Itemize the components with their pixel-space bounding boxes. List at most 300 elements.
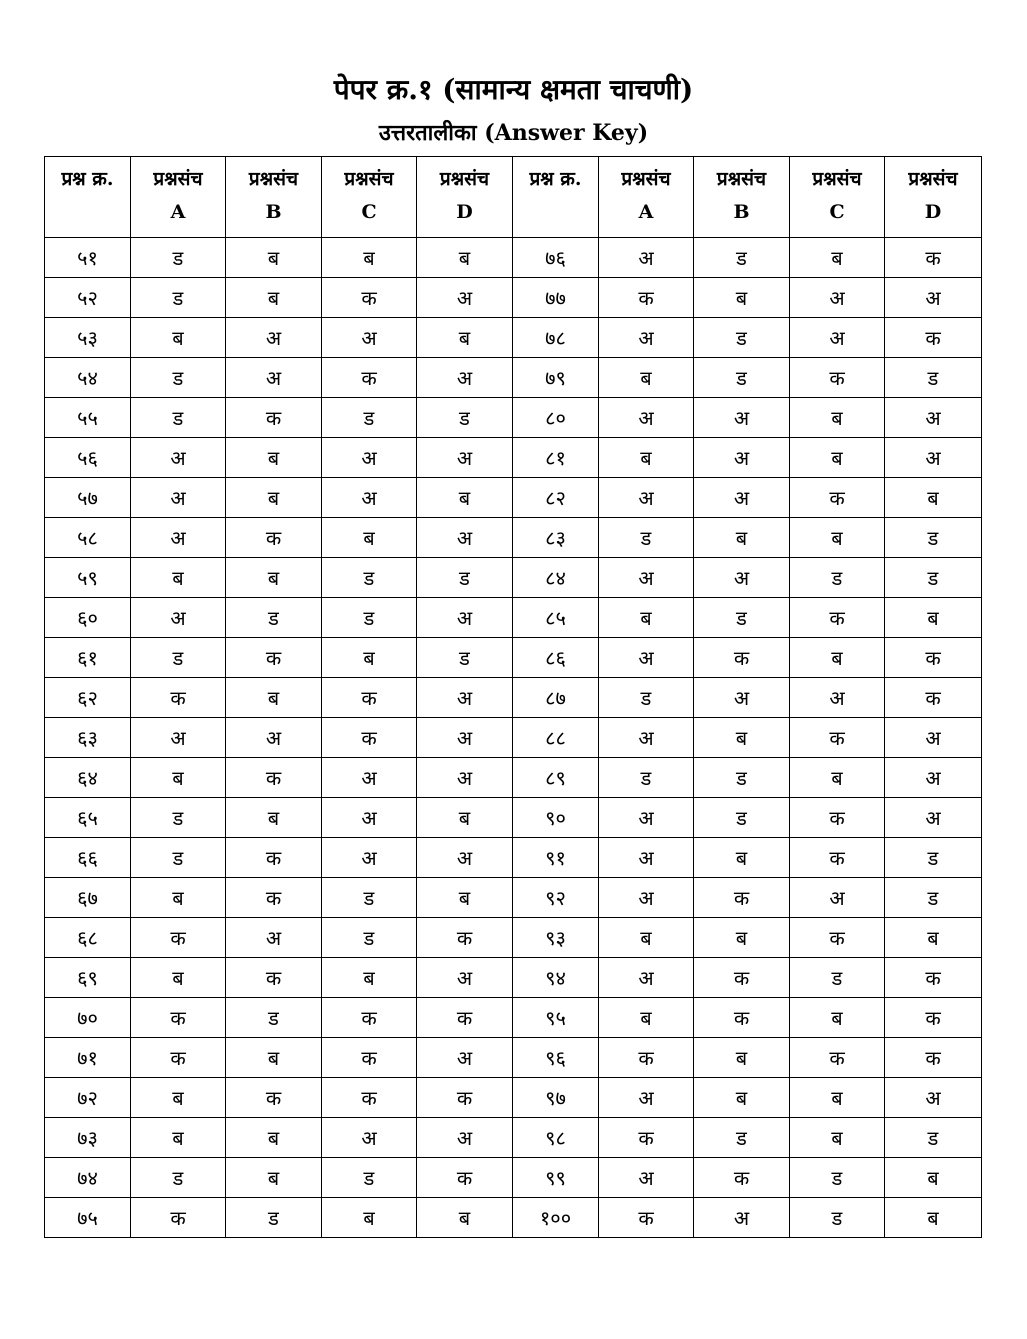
answer-cell: अ [417, 358, 513, 398]
answer-cell: क [790, 798, 885, 838]
column-header [885, 157, 982, 238]
answer-cell: अ [417, 1038, 513, 1078]
answer-cell: अ [694, 558, 790, 598]
answer-cell: ब [417, 1198, 513, 1238]
answer-cell: ब [131, 878, 226, 918]
answer-cell: क [790, 358, 885, 398]
answer-cell: ड [790, 958, 885, 998]
answer-cell: ब [790, 238, 885, 278]
answer-cell: ड [131, 638, 226, 678]
column-header [599, 157, 694, 238]
question-number-cell: ७८ [513, 318, 599, 358]
table-row [45, 958, 982, 998]
answer-cell: अ [226, 718, 322, 758]
question-number-cell: ७१ [45, 1038, 131, 1078]
answer-cell: अ [322, 798, 417, 838]
answer-cell: ब [885, 478, 982, 518]
column-header-label: प्रश्नसंच [716, 168, 767, 190]
table-row [45, 678, 982, 718]
table-row [45, 518, 982, 558]
answer-cell: क [885, 998, 982, 1038]
answer-cell: ब [885, 598, 982, 638]
answer-cell: क [417, 1078, 513, 1118]
question-number-cell: ७९ [513, 358, 599, 398]
answer-cell: अ [417, 518, 513, 558]
question-number-cell: ९३ [513, 918, 599, 958]
answer-cell: अ [131, 598, 226, 638]
answer-cell: क [322, 358, 417, 398]
answer-cell: क [885, 678, 982, 718]
answer-cell: अ [417, 838, 513, 878]
question-number-cell: ५३ [45, 318, 131, 358]
answer-cell: ब [885, 1198, 982, 1238]
column-header-label: प्रश्नसंच [908, 168, 958, 190]
answer-cell: अ [322, 438, 417, 478]
answer-cell: अ [226, 918, 322, 958]
answer-cell: क [599, 1118, 694, 1158]
question-number-cell: ८९ [513, 758, 599, 798]
answer-cell: क [226, 518, 322, 558]
answer-cell: ड [885, 878, 982, 918]
table-row [45, 558, 982, 598]
answer-cell: अ [599, 958, 694, 998]
answer-cell: ब [322, 638, 417, 678]
answer-cell: ड [694, 1118, 790, 1158]
answer-cell: अ [417, 958, 513, 998]
answer-cell: ड [131, 358, 226, 398]
answer-cell: क [226, 838, 322, 878]
column-header [226, 157, 322, 238]
page-title: पेपर क्र.१ (सामान्य क्षमता चाचणी) [333, 73, 694, 106]
question-number-cell: ५४ [45, 358, 131, 398]
question-number-cell: ९० [513, 798, 599, 838]
answer-cell: ब [131, 958, 226, 998]
question-number-cell: ६७ [45, 878, 131, 918]
answer-cell: ब [694, 918, 790, 958]
answer-cell: क [694, 958, 790, 998]
answer-cell: क [885, 318, 982, 358]
question-number-cell: ७२ [45, 1078, 131, 1118]
answer-cell: ड [790, 558, 885, 598]
answer-cell: क [131, 678, 226, 718]
answer-cell: अ [599, 838, 694, 878]
table-row [45, 478, 982, 518]
answer-cell: ब [322, 518, 417, 558]
column-header [417, 157, 513, 238]
answer-cell: ड [417, 638, 513, 678]
answer-cell: क [694, 878, 790, 918]
table-row [45, 1038, 982, 1078]
answer-cell: अ [885, 438, 982, 478]
question-number-cell: ८४ [513, 558, 599, 598]
answer-cell: क [226, 398, 322, 438]
question-number-cell: ७५ [45, 1198, 131, 1238]
question-number-cell: ५१ [45, 238, 131, 278]
column-header [45, 157, 131, 238]
answer-cell: क [599, 1038, 694, 1078]
answer-cell: ब [885, 1158, 982, 1198]
answer-cell: ब [226, 1158, 322, 1198]
answer-cell: अ [322, 318, 417, 358]
answer-cell: क [694, 1158, 790, 1198]
answer-cell: अ [599, 638, 694, 678]
question-number-cell: ६३ [45, 718, 131, 758]
answer-cell: ब [322, 238, 417, 278]
answer-cell: ड [885, 558, 982, 598]
column-header-set: B [733, 201, 750, 223]
answer-cell: अ [226, 358, 322, 398]
answer-cell: अ [131, 718, 226, 758]
column-header-label: प्रश्नसंच [439, 168, 490, 190]
column-header-set: A [638, 201, 654, 223]
table-row [45, 878, 982, 918]
question-number-cell: ८६ [513, 638, 599, 678]
table-row [45, 598, 982, 638]
answer-cell: ड [599, 758, 694, 798]
table-row [45, 1198, 982, 1238]
answer-cell: ड [226, 998, 322, 1038]
answer-cell: अ [694, 398, 790, 438]
answer-cell: ब [226, 238, 322, 278]
answer-cell: क [417, 998, 513, 1038]
column-header-label: प्रश्नसंच [344, 168, 394, 190]
column-header-label: प्रश्नसंच [153, 168, 203, 190]
question-number-cell: ८८ [513, 718, 599, 758]
answer-cell: अ [599, 1078, 694, 1118]
column-header-set: B [265, 201, 282, 223]
answer-cell: ड [790, 1158, 885, 1198]
answer-cell: ब [131, 1078, 226, 1118]
table-row [45, 1118, 982, 1158]
answer-cell: अ [322, 1118, 417, 1158]
answer-cell: ब [226, 558, 322, 598]
answer-cell: अ [599, 478, 694, 518]
question-number-cell: ९६ [513, 1038, 599, 1078]
header-row [45, 157, 982, 238]
answer-cell: ब [131, 318, 226, 358]
answer-cell: क [885, 638, 982, 678]
column-header-set: D [456, 201, 473, 223]
answer-cell: ब [417, 798, 513, 838]
question-number-cell: ७३ [45, 1118, 131, 1158]
answer-cell: ब [599, 438, 694, 478]
answer-cell: ब [226, 278, 322, 318]
question-number-cell: ७० [45, 998, 131, 1038]
answer-cell: ड [885, 838, 982, 878]
question-number-cell: ६८ [45, 918, 131, 958]
answer-cell: ड [417, 558, 513, 598]
answer-cell: ब [226, 1038, 322, 1078]
table-row [45, 358, 982, 398]
answer-cell: ब [885, 918, 982, 958]
answer-cell: अ [885, 758, 982, 798]
answer-cell: अ [885, 398, 982, 438]
answer-cell: क [885, 958, 982, 998]
answer-cell: ब [131, 758, 226, 798]
answer-cell: ड [694, 318, 790, 358]
answer-cell: ब [417, 318, 513, 358]
answer-cell: अ [599, 878, 694, 918]
question-number-cell: ८५ [513, 598, 599, 638]
question-number-cell: ७६ [513, 238, 599, 278]
column-header-label: प्रश्नसंच [621, 168, 671, 190]
answer-cell: अ [322, 478, 417, 518]
table-row [45, 998, 982, 1038]
question-number-cell: ५६ [45, 438, 131, 478]
answer-cell: ब [694, 838, 790, 878]
question-number-cell: ७७ [513, 278, 599, 318]
answer-cell: ब [226, 478, 322, 518]
answer-cell: क [322, 278, 417, 318]
answer-cell: अ [131, 518, 226, 558]
answer-cell: क [790, 1038, 885, 1078]
answer-cell: ब [226, 1118, 322, 1158]
answer-cell: अ [790, 878, 885, 918]
answer-cell: अ [131, 438, 226, 478]
question-number-cell: ८२ [513, 478, 599, 518]
answer-cell: अ [226, 318, 322, 358]
answer-cell: क [790, 918, 885, 958]
answer-cell: अ [694, 478, 790, 518]
answer-cell: ब [694, 1078, 790, 1118]
table-row [45, 1078, 982, 1118]
answer-cell: अ [417, 438, 513, 478]
answer-cell: क [131, 1198, 226, 1238]
question-number-cell: ८० [513, 398, 599, 438]
column-header-set: C [829, 201, 845, 223]
answer-cell: क [599, 1198, 694, 1238]
answer-cell: ड [131, 1158, 226, 1198]
answer-cell: ड [885, 358, 982, 398]
answer-cell: ब [790, 998, 885, 1038]
column-header [131, 157, 226, 238]
answer-cell: अ [599, 318, 694, 358]
answer-cell: ब [226, 678, 322, 718]
answer-cell: अ [694, 678, 790, 718]
column-header-set: D [924, 201, 942, 223]
answer-cell: ड [694, 758, 790, 798]
question-number-cell: ५८ [45, 518, 131, 558]
question-number-cell: ९२ [513, 878, 599, 918]
answer-cell: ड [694, 358, 790, 398]
question-number-cell: ९१ [513, 838, 599, 878]
answer-cell: अ [417, 678, 513, 718]
answer-cell: अ [322, 758, 417, 798]
answer-cell: क [322, 678, 417, 718]
answer-cell: ड [131, 238, 226, 278]
question-number-cell: ५७ [45, 478, 131, 518]
table-row [45, 918, 982, 958]
answer-cell: क [694, 998, 790, 1038]
question-number-cell: ५२ [45, 278, 131, 318]
answer-cell: ब [226, 798, 322, 838]
answer-cell: अ [417, 1118, 513, 1158]
table-row [45, 718, 982, 758]
table-row [45, 398, 982, 438]
answer-cell: अ [885, 718, 982, 758]
answer-cell: क [322, 1078, 417, 1118]
table-row [45, 238, 982, 278]
question-number-cell: ६० [45, 598, 131, 638]
answer-cell: ब [417, 238, 513, 278]
column-header-label: प्रश्नसंच [812, 168, 862, 190]
answer-cell: ड [885, 518, 982, 558]
answer-cell: ड [790, 1198, 885, 1238]
column-header-label: प्रश्नसंच [248, 168, 299, 190]
answer-cell: ब [790, 518, 885, 558]
answer-cell: अ [790, 678, 885, 718]
answer-cell: अ [599, 558, 694, 598]
answer-cell: ब [417, 478, 513, 518]
answer-cell: अ [790, 278, 885, 318]
answer-cell: क [599, 278, 694, 318]
answer-cell: अ [694, 438, 790, 478]
answer-cell: ड [322, 558, 417, 598]
column-header-set: A [170, 201, 186, 223]
column-header-label: प्रश्न क्र. [529, 168, 582, 190]
answer-cell: क [885, 238, 982, 278]
table-row [45, 438, 982, 478]
answer-cell: ब [790, 1078, 885, 1118]
question-number-cell: ५९ [45, 558, 131, 598]
answer-cell: ब [131, 558, 226, 598]
answer-cell: ड [131, 398, 226, 438]
answer-cell: अ [885, 1078, 982, 1118]
answer-cell: क [790, 838, 885, 878]
column-header [694, 157, 790, 238]
answer-cell: क [790, 718, 885, 758]
answer-cell: ड [694, 598, 790, 638]
answer-cell: ड [885, 1118, 982, 1158]
answer-cell: अ [599, 238, 694, 278]
answer-cell: ड [131, 798, 226, 838]
answer-cell: अ [885, 798, 982, 838]
answer-cell: ड [322, 598, 417, 638]
answer-cell: क [226, 958, 322, 998]
question-number-cell: १०० [513, 1198, 599, 1238]
answer-cell: ड [322, 398, 417, 438]
answer-cell: ब [599, 998, 694, 1038]
answer-cell: अ [322, 838, 417, 878]
answer-cell: अ [599, 398, 694, 438]
question-number-cell: ६५ [45, 798, 131, 838]
answer-cell: ब [322, 1198, 417, 1238]
answer-cell: क [131, 1038, 226, 1078]
answer-cell: ड [694, 798, 790, 838]
answer-cell: ब [694, 1038, 790, 1078]
answer-cell: ब [694, 518, 790, 558]
table-body [45, 238, 982, 1238]
answer-cell: क [226, 758, 322, 798]
column-header-set: C [361, 201, 377, 223]
column-header-label: प्रश्न क्र. [61, 168, 114, 190]
answer-cell: क [226, 878, 322, 918]
question-number-cell: ९७ [513, 1078, 599, 1118]
answer-cell: ब [790, 438, 885, 478]
answer-cell: अ [417, 598, 513, 638]
column-header [513, 157, 599, 238]
question-number-cell: ६१ [45, 638, 131, 678]
answer-cell: क [694, 638, 790, 678]
question-number-cell: ८७ [513, 678, 599, 718]
answer-cell: अ [417, 718, 513, 758]
answer-cell: अ [417, 758, 513, 798]
question-number-cell: ९५ [513, 998, 599, 1038]
answer-cell: क [417, 918, 513, 958]
answer-cell: ब [599, 358, 694, 398]
answer-cell: ब [790, 1118, 885, 1158]
question-number-cell: ६९ [45, 958, 131, 998]
answer-cell: अ [694, 1198, 790, 1238]
answer-cell: क [322, 1038, 417, 1078]
answer-cell: क [131, 998, 226, 1038]
answer-cell: क [885, 1038, 982, 1078]
question-number-cell: ८३ [513, 518, 599, 558]
answer-cell: क [790, 478, 885, 518]
question-number-cell: ६२ [45, 678, 131, 718]
answer-cell: अ [417, 278, 513, 318]
answer-cell: ब [790, 638, 885, 678]
question-number-cell: ९४ [513, 958, 599, 998]
answer-cell: ब [694, 278, 790, 318]
answer-cell: ब [322, 958, 417, 998]
question-number-cell: ८१ [513, 438, 599, 478]
column-header [790, 157, 885, 238]
question-number-cell: ९८ [513, 1118, 599, 1158]
answer-cell: अ [599, 1158, 694, 1198]
answer-cell: ब [790, 398, 885, 438]
answer-cell: अ [131, 478, 226, 518]
column-header [322, 157, 417, 238]
answer-cell: ड [226, 598, 322, 638]
table-row [45, 798, 982, 838]
answer-cell: ब [790, 758, 885, 798]
table-row [45, 278, 982, 318]
answer-cell: क [322, 718, 417, 758]
question-number-cell: ५५ [45, 398, 131, 438]
answer-cell: क [131, 918, 226, 958]
answer-cell: अ [790, 318, 885, 358]
question-number-cell: ६४ [45, 758, 131, 798]
answer-cell: ड [226, 1198, 322, 1238]
answer-cell: ड [694, 238, 790, 278]
table-row [45, 1158, 982, 1198]
answer-cell: क [226, 638, 322, 678]
answer-cell: ड [417, 398, 513, 438]
answer-cell: ब [599, 918, 694, 958]
answer-cell: ड [599, 518, 694, 558]
page-subtitle: उत्तरतालीका (Answer Key) [378, 120, 649, 146]
answer-cell: ड [599, 678, 694, 718]
table-row [45, 758, 982, 798]
answer-cell: ब [226, 438, 322, 478]
answer-cell: ड [131, 838, 226, 878]
question-number-cell: ७४ [45, 1158, 131, 1198]
answer-cell: क [790, 598, 885, 638]
answer-cell: क [417, 1158, 513, 1198]
answer-cell: ड [131, 278, 226, 318]
answer-cell: ब [599, 598, 694, 638]
table-row [45, 838, 982, 878]
question-number-cell: ९९ [513, 1158, 599, 1198]
table-row [45, 318, 982, 358]
answer-cell: क [322, 998, 417, 1038]
question-number-cell: ६६ [45, 838, 131, 878]
answer-cell: ब [417, 878, 513, 918]
answer-cell: ड [322, 918, 417, 958]
answer-key-table [44, 156, 982, 1238]
answer-cell: ड [322, 1158, 417, 1198]
